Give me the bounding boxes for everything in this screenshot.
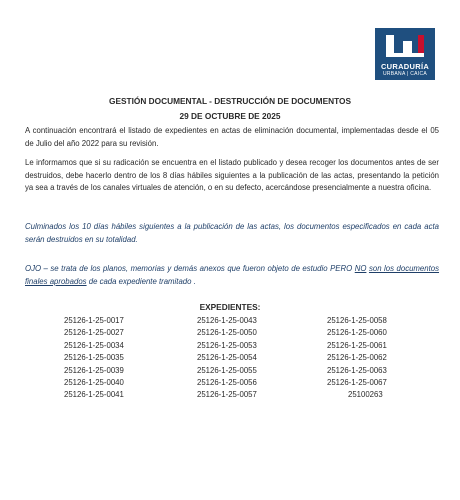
expediente-item: 25126-1-25-0050 — [197, 328, 257, 338]
logo-line-2: URBANA | CAICA — [382, 71, 428, 77]
expediente-item: 25126-1-25-0053 — [197, 340, 257, 350]
intro-paragraph: A continuación encontrará el listado de expedientes en actas de eliminación documental, implementadas desde el 05 de Julio del año 2022 para su revisión. — [25, 126, 439, 148]
expediente-item: 25126-1-25-0060 — [327, 328, 387, 338]
expedientes-column-1 — [64, 315, 144, 402]
warning-paragraph — [25, 263, 439, 288]
expediente-item: 25126-1-25-0040 — [64, 378, 124, 388]
logo-line-1: CURADURÍA — [380, 62, 430, 71]
expediente-item: 25126-1-25-0056 — [197, 378, 257, 388]
expediente-item: 25126-1-25-0061 — [327, 340, 387, 350]
expedientes-column-3 — [327, 315, 407, 402]
expediente-item: 25126-1-25-0043 — [197, 316, 257, 325]
warning-start: OJO – se trata de los planos, memorias y demás anexos que fueron objeto de estudio PERO — [25, 264, 355, 273]
logo-building-icon — [381, 32, 429, 60]
expediente-item: 25126-1-25-0057 — [197, 390, 257, 400]
expediente-item: 25126-1-25-0067 — [327, 378, 387, 388]
curaduria-logo — [375, 28, 435, 80]
document-title: GESTIÓN DOCUMENTAL - DESTRUCCIÓN DE DOCUMENTOS — [109, 96, 351, 106]
expediente-item: 25126-1-25-0054 — [197, 353, 257, 363]
expediente-item: 25126-1-25-0055 — [197, 365, 257, 375]
expediente-item: 25126-1-25-0062 — [327, 353, 387, 363]
document-date: 29 DE OCTUBRE DE 2025 — [179, 111, 281, 121]
warning-no: NO — [354, 264, 367, 273]
expediente-item: 25126-1-25-0035 — [64, 353, 124, 363]
expediente-item: 25100263 — [348, 390, 383, 400]
expedientes-heading: EXPEDIENTES: — [199, 302, 261, 312]
expediente-item: 25126-1-25-0041 — [64, 390, 124, 400]
expediente-item: 25126-1-25-0039 — [64, 365, 124, 375]
expediente-item: 25126-1-25-0058 — [327, 316, 387, 325]
warning-end: de cada expediente tramitado . — [86, 276, 196, 286]
expediente-item: 25126-1-25-0027 — [64, 328, 124, 338]
warning-son: son los documentos finales aprobados — [25, 264, 440, 286]
expediente-item: 25126-1-25-0063 — [327, 365, 387, 375]
expediente-item: 25126-1-25-0017 — [64, 316, 124, 325]
pickup-paragraph: Le informamos que si su radicación se encuentra en el listado publicado y desea recoger los documentos antes de ser destruidos, debe hacerlo dentro de los 8 días hábiles siguientes a la publicación de las actas, presentando la petición ya sea a través de los canales virtuales de atención, o en su defecto, acercándose presencialmente a nuestra oficina. — [25, 158, 439, 192]
expediente-item: 25126-1-25-0034 — [64, 340, 124, 350]
destruction-notice: Culminados los 10 días hábiles siguientes a la publicación de las actas, los documentos especificados en cada acta serán destruidos en su totalidad. — [25, 222, 439, 244]
expedientes-column-2 — [197, 315, 277, 402]
